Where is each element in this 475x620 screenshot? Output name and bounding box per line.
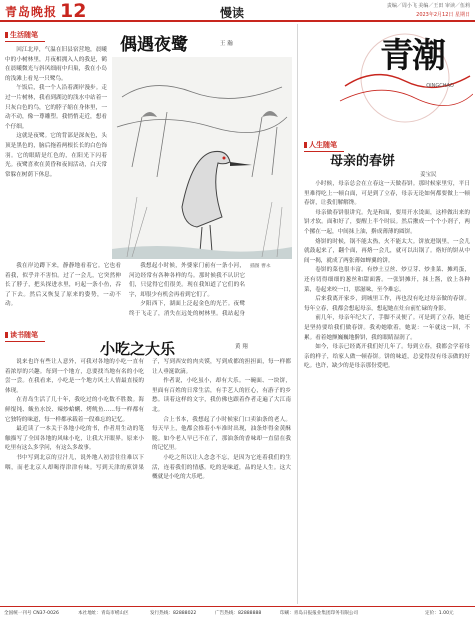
footer-item: 本社地址：青岛市崂山区 (78, 611, 129, 616)
footer-item: 印刷：青岛日报报业集团印务有限公司 (280, 611, 359, 616)
article-body-1a (5, 46, 107, 260)
paragraph: 卷饼的菜也很丰富。有炒土豆丝、炒豆芽、炒韭菜、摊鸡蛋，还有切得细细的葱丝和甜面酱。一张饼摊开，抹上酱，放上各种菜，卷起来咬一口，那滋味，至今难忘。 (304, 267, 470, 293)
paragraph: 前几年，母亲年纪大了，手脚不灵便了。可是到了立春，她还是坚持要给我们做春饼。我劝她歇着，她说：一年就这一回，不累。看着她颤巍巍地擀饼，我的眼睛湿润了。 (304, 315, 470, 341)
paragraph: 母亲做春饼很讲究。先是和面，要用开水烫面，这样做出来的饼才软。面和好了，要醒上半个时辰。然后揪成一个个小剂子，两个摞在一起，中间抹上油，擀成薄薄的圆饼。 (304, 209, 470, 235)
footer-item: 定价：1.00元 (425, 611, 454, 616)
paragraph: 这就是夜鹭。它的背部是深灰色，头顶是黑色的，脑后拖着两根长长的白色饰羽。它的眼睛是红色的，在阳光下闪着光。夜鹭喜欢在黄昏和夜间活动，白天常常躲在树荫下休息。 (5, 133, 107, 178)
paragraph: 在青岛生活了几十年，我吃过的小吃数不胜数。海鲜馄饨、鲅鱼水饺、辣炒蛤蜊、烤鱿鱼……每一样都有它独特的味道，每一样都承载着一段难忘的记忆。 (5, 397, 144, 423)
paragraph: 烙饼的时候，锅不能太热，火不能太大。饼放进锅里，一会儿就鼓起来了，翻个面，再烙一会儿，就可以出锅了。烙好的饼从中间一揭，就成了两张薄如蝉翼的饼。 (304, 238, 470, 264)
article-title-2: 母亲的春饼 (330, 154, 396, 169)
egret-illustration (112, 57, 292, 259)
paragraph: 午饭后，我一个人沿着湖岸漫步。走过一片树林，我看到湖边的浅水中站着一只灰白色的鸟，它的脖子缩在身体里，一动不动，像一尊雕塑。我悄悄走近，想看个仔细。 (5, 85, 107, 130)
paragraph: 最近读了一本关于各地小吃的书，作者用生动的笔触描写了全国各地的风味小吃，让我大开眼界。原来小吃里有这么多学问，有这么多故事。 (5, 426, 144, 452)
column-divider (297, 24, 298, 604)
article-title-3: 小吃之大乐 (100, 340, 176, 358)
article-author-2: 姜宝民 (420, 172, 437, 178)
brand-title: 青潮 (380, 36, 444, 76)
issue-date: 2023年2月12日 星期日 (416, 12, 470, 18)
newspaper-logo: 青岛晚报 (5, 5, 58, 19)
paragraph: 小吃之所以让人念念不忘，是因为它连着我们的生活，连着我们的情感。吃的是味道，品的是人生。这大概就是小吃的大乐吧。 (152, 454, 291, 481)
footer-item: 广告热线：82888888 (215, 611, 262, 616)
article-body-1b (5, 262, 245, 320)
paragraph: 小时候，母亲总会在立春这一天做春饼。那时候家里穷，平日里难得吃上一顿白面，可是到了立春，母亲无论如何都要做上一顿春饼，让我们解解馋。 (304, 181, 470, 207)
paragraph: 夕阳西下，湖面上泛起金色的光芒。夜鹭终于飞走了，消失在远处的树林里。我站起身 (129, 301, 245, 317)
column-label-3: 读书随笔 (5, 330, 38, 340)
article-body-2 (304, 180, 470, 600)
page-section-title: 慢读 (220, 6, 245, 20)
paragraph: 合上书本，我想起了小时候家门口卖油条的老人。每天早上，他都会推着小车准时出现，油条炸得金黄酥脆。如今老人早已不在了，那油条的香味却一直留在我的记忆里。 (152, 416, 291, 452)
paragraph: 后来我离开家乡，到城里工作，再也没有吃过母亲做的春饼。每年立春，我都会想起母亲，想起她在灶台前忙碌的身影。 (304, 296, 470, 312)
paragraph: 书中写到北京的豆汁儿，说外地人初尝往往难以下咽，而老北京人却喝得津津有味。写到天津的煎饼果子，写到西安的肉夹馍，写到成都的担担面，每一样都让人垂涎欲滴。 (5, 359, 291, 471)
article-title-1: 偶遇夜鹭 (120, 35, 188, 55)
footer-item: 发行热线：82888022 (150, 611, 197, 616)
footer-item: 全国统一刊号 CN37-0026 (4, 611, 59, 616)
article-body-3 (5, 358, 291, 602)
paragraph: 我想起小时候，外婆家门前有一条小河，河边经常有各种各样的鸟。那时候我不认识它们，只觉得它们很美。现在我知道了它们的名字，却很少有机会再看到它们了。 (129, 263, 245, 298)
page-header (0, 0, 475, 22)
page-number: 12 (60, 0, 87, 22)
paragraph: 我在岸边蹲下来，静静地看着它。它也看着我，似乎并不害怕。过了一会儿，它突然伸长了脖子，把头探进水里，叼起一条小鱼，吞了下去。然后又恢复了原来的姿势，一动不动。 (5, 263, 121, 308)
article-author-1: 王 瀚 (220, 41, 233, 47)
column-label-2: 人生随笔 (304, 140, 337, 150)
page-footer (0, 606, 475, 620)
article-author-3: 黄 翔 (235, 344, 248, 350)
column-label-1: 生活随笔 (5, 30, 38, 40)
paragraph: 作者说，小吃虽小，却有大乐。一碗面、一块饼，里面有百姓的日常生活，有手艺人的匠心，有游子的乡愁。读着这样的文字，我仿佛也跟着作者走遍了大江南北。 (152, 378, 291, 413)
paragraph: 如今，母亲已经离开我们好几年了。每到立春，我都会学着母亲的样子，给家人做一顿春饼。饼的味道，总觉得没有母亲做的好吃。也许，缺少的是母亲那份爱吧。 (304, 344, 470, 370)
brand-subtitle: QINGCHAO (426, 83, 454, 89)
paragraph: 说来也许有些让人意外，可我对各地的小吃一直有着浓厚的兴趣。每到一个地方，总要找当地有名的小吃尝一尝。在我看来，小吃是一个地方风土人情最直接的体现。 (5, 359, 144, 394)
paragraph: 回江北岸，气温在旧县宿营地，晨曦中的小树林里，月夜相拥入人的我是，鹤在晨曦微光与斜风细雨中归巢，我在小岛的浅滩上看见一只鹭鸟。 (5, 47, 107, 82)
editor-credits: 责编／周小飞 美编／王田 审读／伍莉 (386, 3, 470, 9)
illustration-caption: 插图 曹永 (250, 264, 271, 269)
